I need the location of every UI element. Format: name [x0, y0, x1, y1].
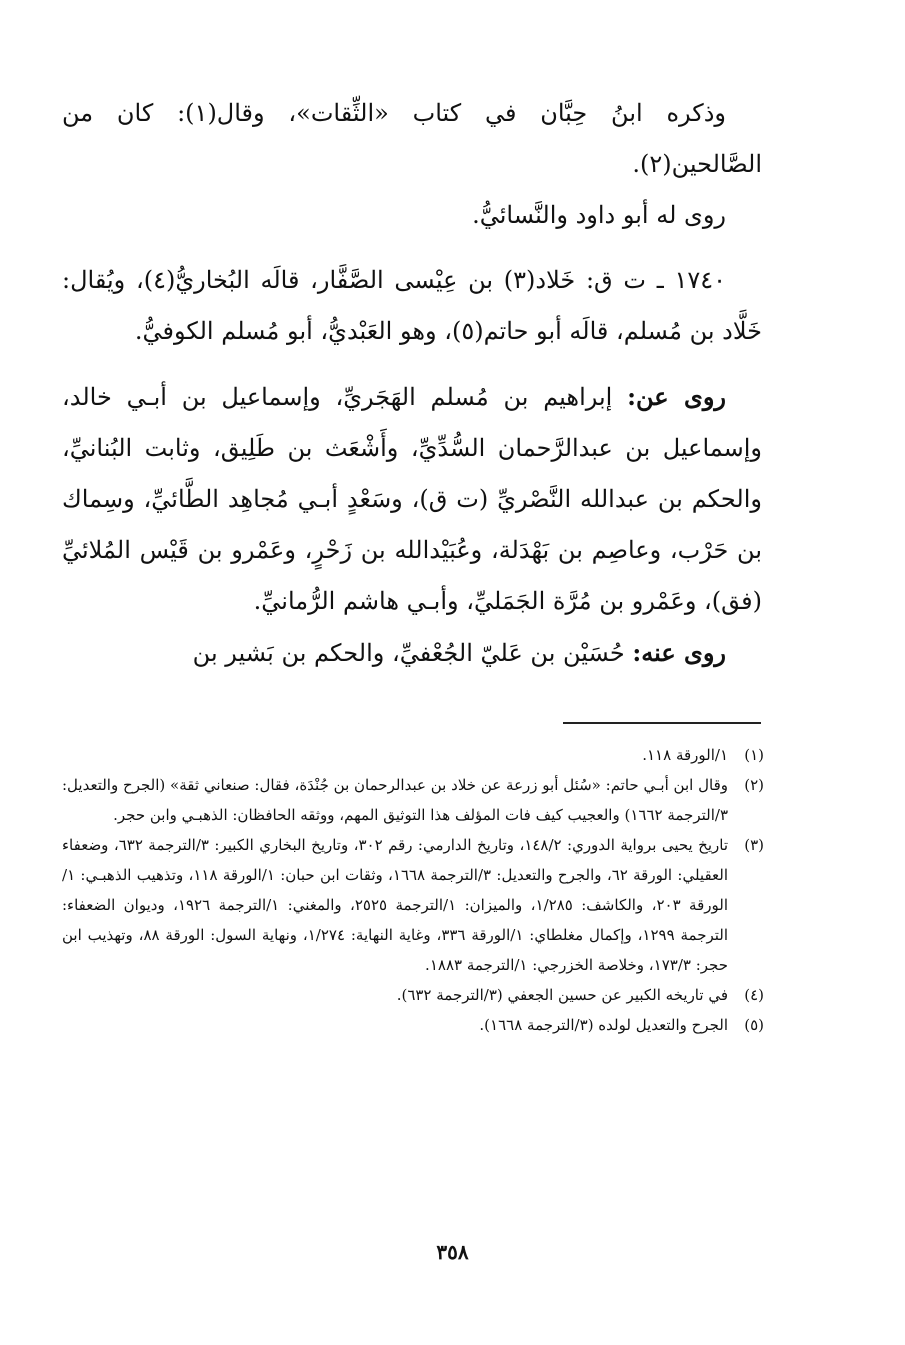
footnote-separator	[563, 722, 761, 724]
narrated-by-label: روى عنه:	[632, 638, 726, 667]
footnote-text: في تاريخه الكبير عن حسين الجعفي (٣/الترجمة ٦٣٢).	[396, 986, 728, 1004]
narrated-by-text: حُسَيْن بن عَليّ الجُعْفيِّ، والحكم بن بَشير بن	[192, 639, 633, 667]
page-number: ٣٥٨	[436, 1240, 469, 1264]
footnote-number: (٤)	[744, 986, 764, 1004]
footnote-number: (١)	[744, 746, 764, 764]
entry-1740: ١٧٤٠ ـ ت ق: خَلاد(٣) بن عِيْسى الصَّفَّار، قالَه البُخاريُّ(٤)، ويُقال: خَلَّاد بن مُسلم، قالَه أبو حاتم(٥)، وهو العَبْديُّ، أبو مُسلم الكوفيُّ.	[62, 266, 762, 345]
footnote-text: وقال ابن أبـي حاتم: «سُئل أبو زرعة عن خلاد بن عبدالرحمان بن جُنْدَة، فقال: صنعاني ثقة» (الجرح والتعديل: ٣/الترجمة ١٦٦٢) والعجيب كيف فات المؤلف هذا التوثيق المهم، ووثقه الحافظان: الذهبـي وابن حجر.	[62, 776, 728, 824]
footnote-text: ١/الورقة ١١٨.	[642, 746, 728, 764]
footnote-number: (٢)	[744, 776, 764, 794]
paragraph-2: روى له أبو داود والنَّسائيُّ.	[472, 201, 726, 229]
main-text	[62, 88, 762, 679]
footnote	[62, 1010, 764, 1040]
footnote-text: الجرح والتعديل لولده (٣/الترجمة ١٦٦٨).	[479, 1016, 728, 1034]
footnote-number: (٣)	[744, 836, 764, 854]
paragraph-narrated-from	[62, 371, 762, 627]
paragraph-narrated-by	[62, 627, 762, 679]
narrated-from-text: إبراهيم بن مُسلم الهَجَريِّ، وإسماعيل بن أبـي خالد، وإسماعيل بن عبدالرَّحمان السُّدِّيِّ، وأَشْعَث بن طَلِيق، وثابت البُنانيِّ، والحكم بن عبدالله النَّصْريِّ (ت ق)، وسَعْدٍ أبـي مُجاهِد الطَّائيِّ، وسِماك بن حَرْب، وعاصِم بن بَهْدَلة، وعُبَيْدالله بن زَحْرٍ، وعَمْرو بن قَيْس المُلائيِّ (فق)، وعَمْرو بن مُرَّة الجَمَليِّ، وأبـي هاشم الرُّمانيِّ.	[62, 383, 762, 615]
footnote	[62, 830, 764, 980]
footnotes	[62, 740, 764, 1040]
footnote	[62, 980, 764, 1010]
footnote	[62, 740, 764, 770]
paragraph-1: وذكره ابنُ حِبَّان في كتاب «الثِّقات»، وقال(١): كان من الصَّالحين(٢).	[62, 99, 762, 178]
footnote-text: تاريخ يحيى برواية الدوري: ١٤٨/٢، وتاريخ الدارمي: رقم ٣٠٢، وتاريخ البخاري الكبير: ٣/الترجمة ٦٣٢، وضعفاء العقيلي: الورقة ٦٢، والجرح والتعديل: ٣/الترجمة ١٦٦٨، وثقات ابن حبان: ١/الورقة ١١٨، وتذهيب الذهبـي: ١/الورقة ٢٠٣، والكاشف: ١/٢٨٥، والميزان: ١/الترجمة ٢٥٢٥، والمغني: ١/الترجمة ١٩٢٦، وديوان الضعفاء: الترجمة ١٢٩٩، وإكمال مغلطاي: ١/الورقة ٣٣٦، وغاية النهاية: ١/٢٧٤، ونهاية السول: الورقة ٨٨، وتهذيب ابن حجر: ١٧٣/٣، وخلاصة الخزرجي: ١/الترجمة ١٨٨٣.	[62, 836, 729, 974]
footnote	[62, 770, 764, 830]
narrated-from-label: روى عن:	[627, 382, 726, 411]
footnote-number: (٥)	[744, 1016, 764, 1034]
